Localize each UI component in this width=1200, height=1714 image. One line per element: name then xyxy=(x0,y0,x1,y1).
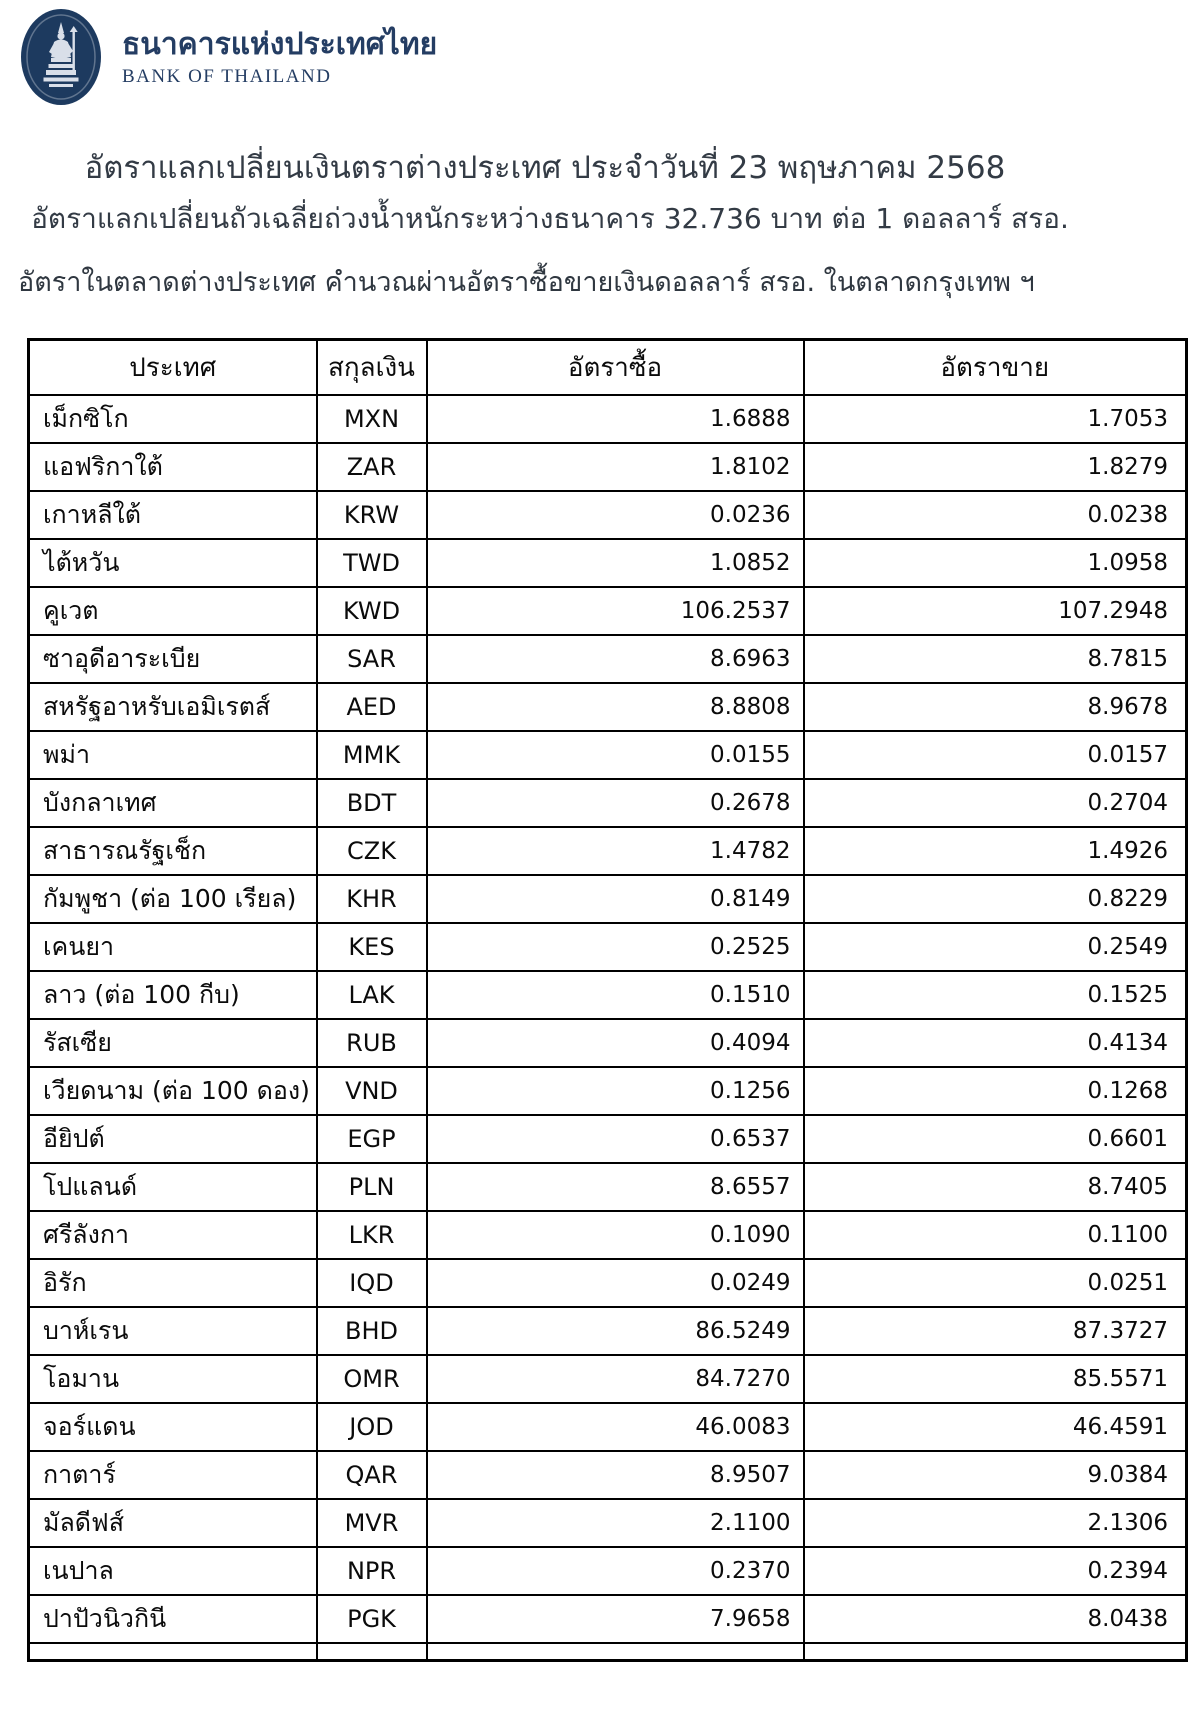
cell-buy-rate: 0.1510 xyxy=(427,971,804,1019)
cell-currency-code: QAR xyxy=(317,1451,427,1499)
table-row xyxy=(29,539,1187,587)
table-row xyxy=(29,443,1187,491)
cell-currency-code: IQD xyxy=(317,1259,427,1307)
cell-country: สหรัฐอาหรับเอมิเรตส์ xyxy=(29,683,317,731)
page-title: อัตราแลกเปลี่ยนเงินตราต่างประเทศ ประจำวันที่ 23 พฤษภาคม 2568 xyxy=(84,150,1006,186)
bank-header xyxy=(20,8,437,106)
cell-country: อิรัก xyxy=(29,1259,317,1307)
table-row xyxy=(29,1115,1187,1163)
table-row xyxy=(29,731,1187,779)
cell-sell-rate: 1.7053 xyxy=(804,395,1187,443)
cell-buy-rate: 84.7270 xyxy=(427,1355,804,1403)
cell-currency-code: ZAR xyxy=(317,443,427,491)
cell-currency-code: BHD xyxy=(317,1307,427,1355)
cell-buy-rate: 8.6557 xyxy=(427,1163,804,1211)
column-header-currency: สกุลเงิน xyxy=(317,340,427,395)
cell-sell-rate: 0.4134 xyxy=(804,1019,1187,1067)
table-row xyxy=(29,971,1187,1019)
table-header-row xyxy=(29,340,1187,395)
cell-sell-rate: 1.8279 xyxy=(804,443,1187,491)
cell-buy-rate: 1.6888 xyxy=(427,395,804,443)
column-header-buy-rate: อัตราซื้อ xyxy=(427,340,804,395)
cell-currency-code: KRW xyxy=(317,491,427,539)
cell-sell-rate: 0.2704 xyxy=(804,779,1187,827)
cell-buy-rate: 0.6537 xyxy=(427,1115,804,1163)
cell-sell-rate: 0.2394 xyxy=(804,1547,1187,1595)
market-note: อัตราในตลาดต่างประเทศ คำนวณผ่านอัตราซื้อขายเงินดอลลาร์ สรอ. ในตลาดกรุงเทพ ฯ xyxy=(18,267,1035,298)
cell-currency-code: TWD xyxy=(317,539,427,587)
cell-currency-code: LAK xyxy=(317,971,427,1019)
cell-buy-rate: 0.2370 xyxy=(427,1547,804,1595)
cell-sell-rate: 0.1268 xyxy=(804,1067,1187,1115)
cell-buy-rate: 0.0249 xyxy=(427,1259,804,1307)
cell-sell-rate: 2.1306 xyxy=(804,1499,1187,1547)
table-row xyxy=(29,923,1187,971)
cell-currency-code: EGP xyxy=(317,1115,427,1163)
cell-country: พม่า xyxy=(29,731,317,779)
cell-country: เนปาล xyxy=(29,1547,317,1595)
table-row xyxy=(29,1595,1187,1643)
cell-buy-rate: 8.6963 xyxy=(427,635,804,683)
cell-sell-rate: 87.3727 xyxy=(804,1307,1187,1355)
cell-empty xyxy=(427,1643,804,1661)
bank-name-thai: ธนาคารแห่งประเทศไทย xyxy=(122,27,438,62)
cell-buy-rate: 0.4094 xyxy=(427,1019,804,1067)
table-row xyxy=(29,1259,1187,1307)
cell-sell-rate: 1.0958 xyxy=(804,539,1187,587)
table-row xyxy=(29,827,1187,875)
rates-table-body xyxy=(29,395,1187,1661)
cell-country: เคนยา xyxy=(29,923,317,971)
cell-sell-rate: 0.8229 xyxy=(804,875,1187,923)
cell-currency-code: AED xyxy=(317,683,427,731)
table-row-partial xyxy=(29,1643,1187,1661)
cell-empty xyxy=(317,1643,427,1661)
cell-sell-rate: 85.5571 xyxy=(804,1355,1187,1403)
bot-emblem-icon xyxy=(20,8,102,106)
cell-buy-rate: 0.8149 xyxy=(427,875,804,923)
cell-buy-rate: 46.0083 xyxy=(427,1403,804,1451)
table-row xyxy=(29,779,1187,827)
cell-buy-rate: 0.2678 xyxy=(427,779,804,827)
cell-sell-rate: 8.9678 xyxy=(804,683,1187,731)
table-row xyxy=(29,1067,1187,1115)
cell-country: ลาว (ต่อ 100 กีบ) xyxy=(29,971,317,1019)
cell-currency-code: KWD xyxy=(317,587,427,635)
cell-currency-code: LKR xyxy=(317,1211,427,1259)
cell-currency-code: OMR xyxy=(317,1355,427,1403)
cell-sell-rate: 1.4926 xyxy=(804,827,1187,875)
cell-country: สาธารณรัฐเช็ก xyxy=(29,827,317,875)
cell-country: กาตาร์ xyxy=(29,1451,317,1499)
cell-currency-code: RUB xyxy=(317,1019,427,1067)
cell-country: กัมพูชา (ต่อ 100 เรียล) xyxy=(29,875,317,923)
table-header xyxy=(29,340,1187,395)
cell-empty xyxy=(804,1643,1187,1661)
cell-sell-rate: 0.0157 xyxy=(804,731,1187,779)
cell-buy-rate: 8.9507 xyxy=(427,1451,804,1499)
cell-sell-rate: 107.2948 xyxy=(804,587,1187,635)
cell-currency-code: PGK xyxy=(317,1595,427,1643)
table-row xyxy=(29,1307,1187,1355)
table-row xyxy=(29,1355,1187,1403)
table-row xyxy=(29,1499,1187,1547)
cell-country: บาห์เรน xyxy=(29,1307,317,1355)
cell-currency-code: JOD xyxy=(317,1403,427,1451)
cell-buy-rate: 0.2525 xyxy=(427,923,804,971)
cell-country: โอมาน xyxy=(29,1355,317,1403)
table-row xyxy=(29,1451,1187,1499)
cell-sell-rate: 0.1100 xyxy=(804,1211,1187,1259)
cell-sell-rate: 0.6601 xyxy=(804,1115,1187,1163)
cell-country: รัสเซีย xyxy=(29,1019,317,1067)
cell-buy-rate: 1.0852 xyxy=(427,539,804,587)
table-row xyxy=(29,1403,1187,1451)
cell-sell-rate: 0.1525 xyxy=(804,971,1187,1019)
cell-buy-rate: 86.5249 xyxy=(427,1307,804,1355)
table-row xyxy=(29,1019,1187,1067)
table-row xyxy=(29,395,1187,443)
table-row xyxy=(29,1163,1187,1211)
cell-country: ปาปัวนิวกินี xyxy=(29,1595,317,1643)
table-row xyxy=(29,1547,1187,1595)
cell-sell-rate: 8.0438 xyxy=(804,1595,1187,1643)
cell-currency-code: BDT xyxy=(317,779,427,827)
cell-sell-rate: 8.7405 xyxy=(804,1163,1187,1211)
cell-currency-code: NPR xyxy=(317,1547,427,1595)
cell-buy-rate: 8.8808 xyxy=(427,683,804,731)
exchange-rates-table xyxy=(27,338,1188,1662)
cell-country: บังกลาเทศ xyxy=(29,779,317,827)
cell-currency-code: KHR xyxy=(317,875,427,923)
cell-currency-code: SAR xyxy=(317,635,427,683)
cell-currency-code: VND xyxy=(317,1067,427,1115)
bank-name-block xyxy=(122,8,437,88)
cell-buy-rate: 1.8102 xyxy=(427,443,804,491)
cell-currency-code: CZK xyxy=(317,827,427,875)
cell-country: ศรีลังกา xyxy=(29,1211,317,1259)
cell-country: คูเวต xyxy=(29,587,317,635)
table-row xyxy=(29,683,1187,731)
cell-country: เกาหลีใต้ xyxy=(29,491,317,539)
cell-currency-code: PLN xyxy=(317,1163,427,1211)
table-row xyxy=(29,635,1187,683)
cell-sell-rate: 0.2549 xyxy=(804,923,1187,971)
cell-country: ซาอุดีอาระเบีย xyxy=(29,635,317,683)
cell-country: ไต้หวัน xyxy=(29,539,317,587)
cell-buy-rate: 1.4782 xyxy=(427,827,804,875)
cell-sell-rate: 46.4591 xyxy=(804,1403,1187,1451)
cell-country: เวียดนาม (ต่อ 100 ดอง) xyxy=(29,1067,317,1115)
cell-buy-rate: 106.2537 xyxy=(427,587,804,635)
table-row xyxy=(29,587,1187,635)
cell-buy-rate: 0.0236 xyxy=(427,491,804,539)
cell-currency-code: MXN xyxy=(317,395,427,443)
cell-sell-rate: 8.7815 xyxy=(804,635,1187,683)
cell-country: โปแลนด์ xyxy=(29,1163,317,1211)
bank-name-english: BANK OF THAILAND xyxy=(122,66,332,87)
weighted-average-subtitle: อัตราแลกเปลี่ยนถัวเฉลี่ยถ่วงน้ำหนักระหว่างธนาคาร 32.736 บาท ต่อ 1 ดอลลาร์ สรอ. xyxy=(31,202,1069,235)
cell-buy-rate: 0.1090 xyxy=(427,1211,804,1259)
cell-buy-rate: 2.1100 xyxy=(427,1499,804,1547)
cell-currency-code: MVR xyxy=(317,1499,427,1547)
cell-buy-rate: 7.9658 xyxy=(427,1595,804,1643)
cell-empty xyxy=(29,1643,317,1661)
table-row xyxy=(29,491,1187,539)
table-row xyxy=(29,875,1187,923)
table-row xyxy=(29,1211,1187,1259)
cell-sell-rate: 9.0384 xyxy=(804,1451,1187,1499)
column-header-country: ประเทศ xyxy=(29,340,317,395)
cell-buy-rate: 0.0155 xyxy=(427,731,804,779)
cell-country: เม็กซิโก xyxy=(29,395,317,443)
cell-buy-rate: 0.1256 xyxy=(427,1067,804,1115)
cell-currency-code: KES xyxy=(317,923,427,971)
column-header-sell-rate: อัตราขาย xyxy=(804,340,1187,395)
cell-sell-rate: 0.0238 xyxy=(804,491,1187,539)
cell-country: มัลดีฟส์ xyxy=(29,1499,317,1547)
cell-currency-code: MMK xyxy=(317,731,427,779)
cell-country: อียิปต์ xyxy=(29,1115,317,1163)
cell-country: จอร์แดน xyxy=(29,1403,317,1451)
cell-country: แอฟริกาใต้ xyxy=(29,443,317,491)
cell-sell-rate: 0.0251 xyxy=(804,1259,1187,1307)
